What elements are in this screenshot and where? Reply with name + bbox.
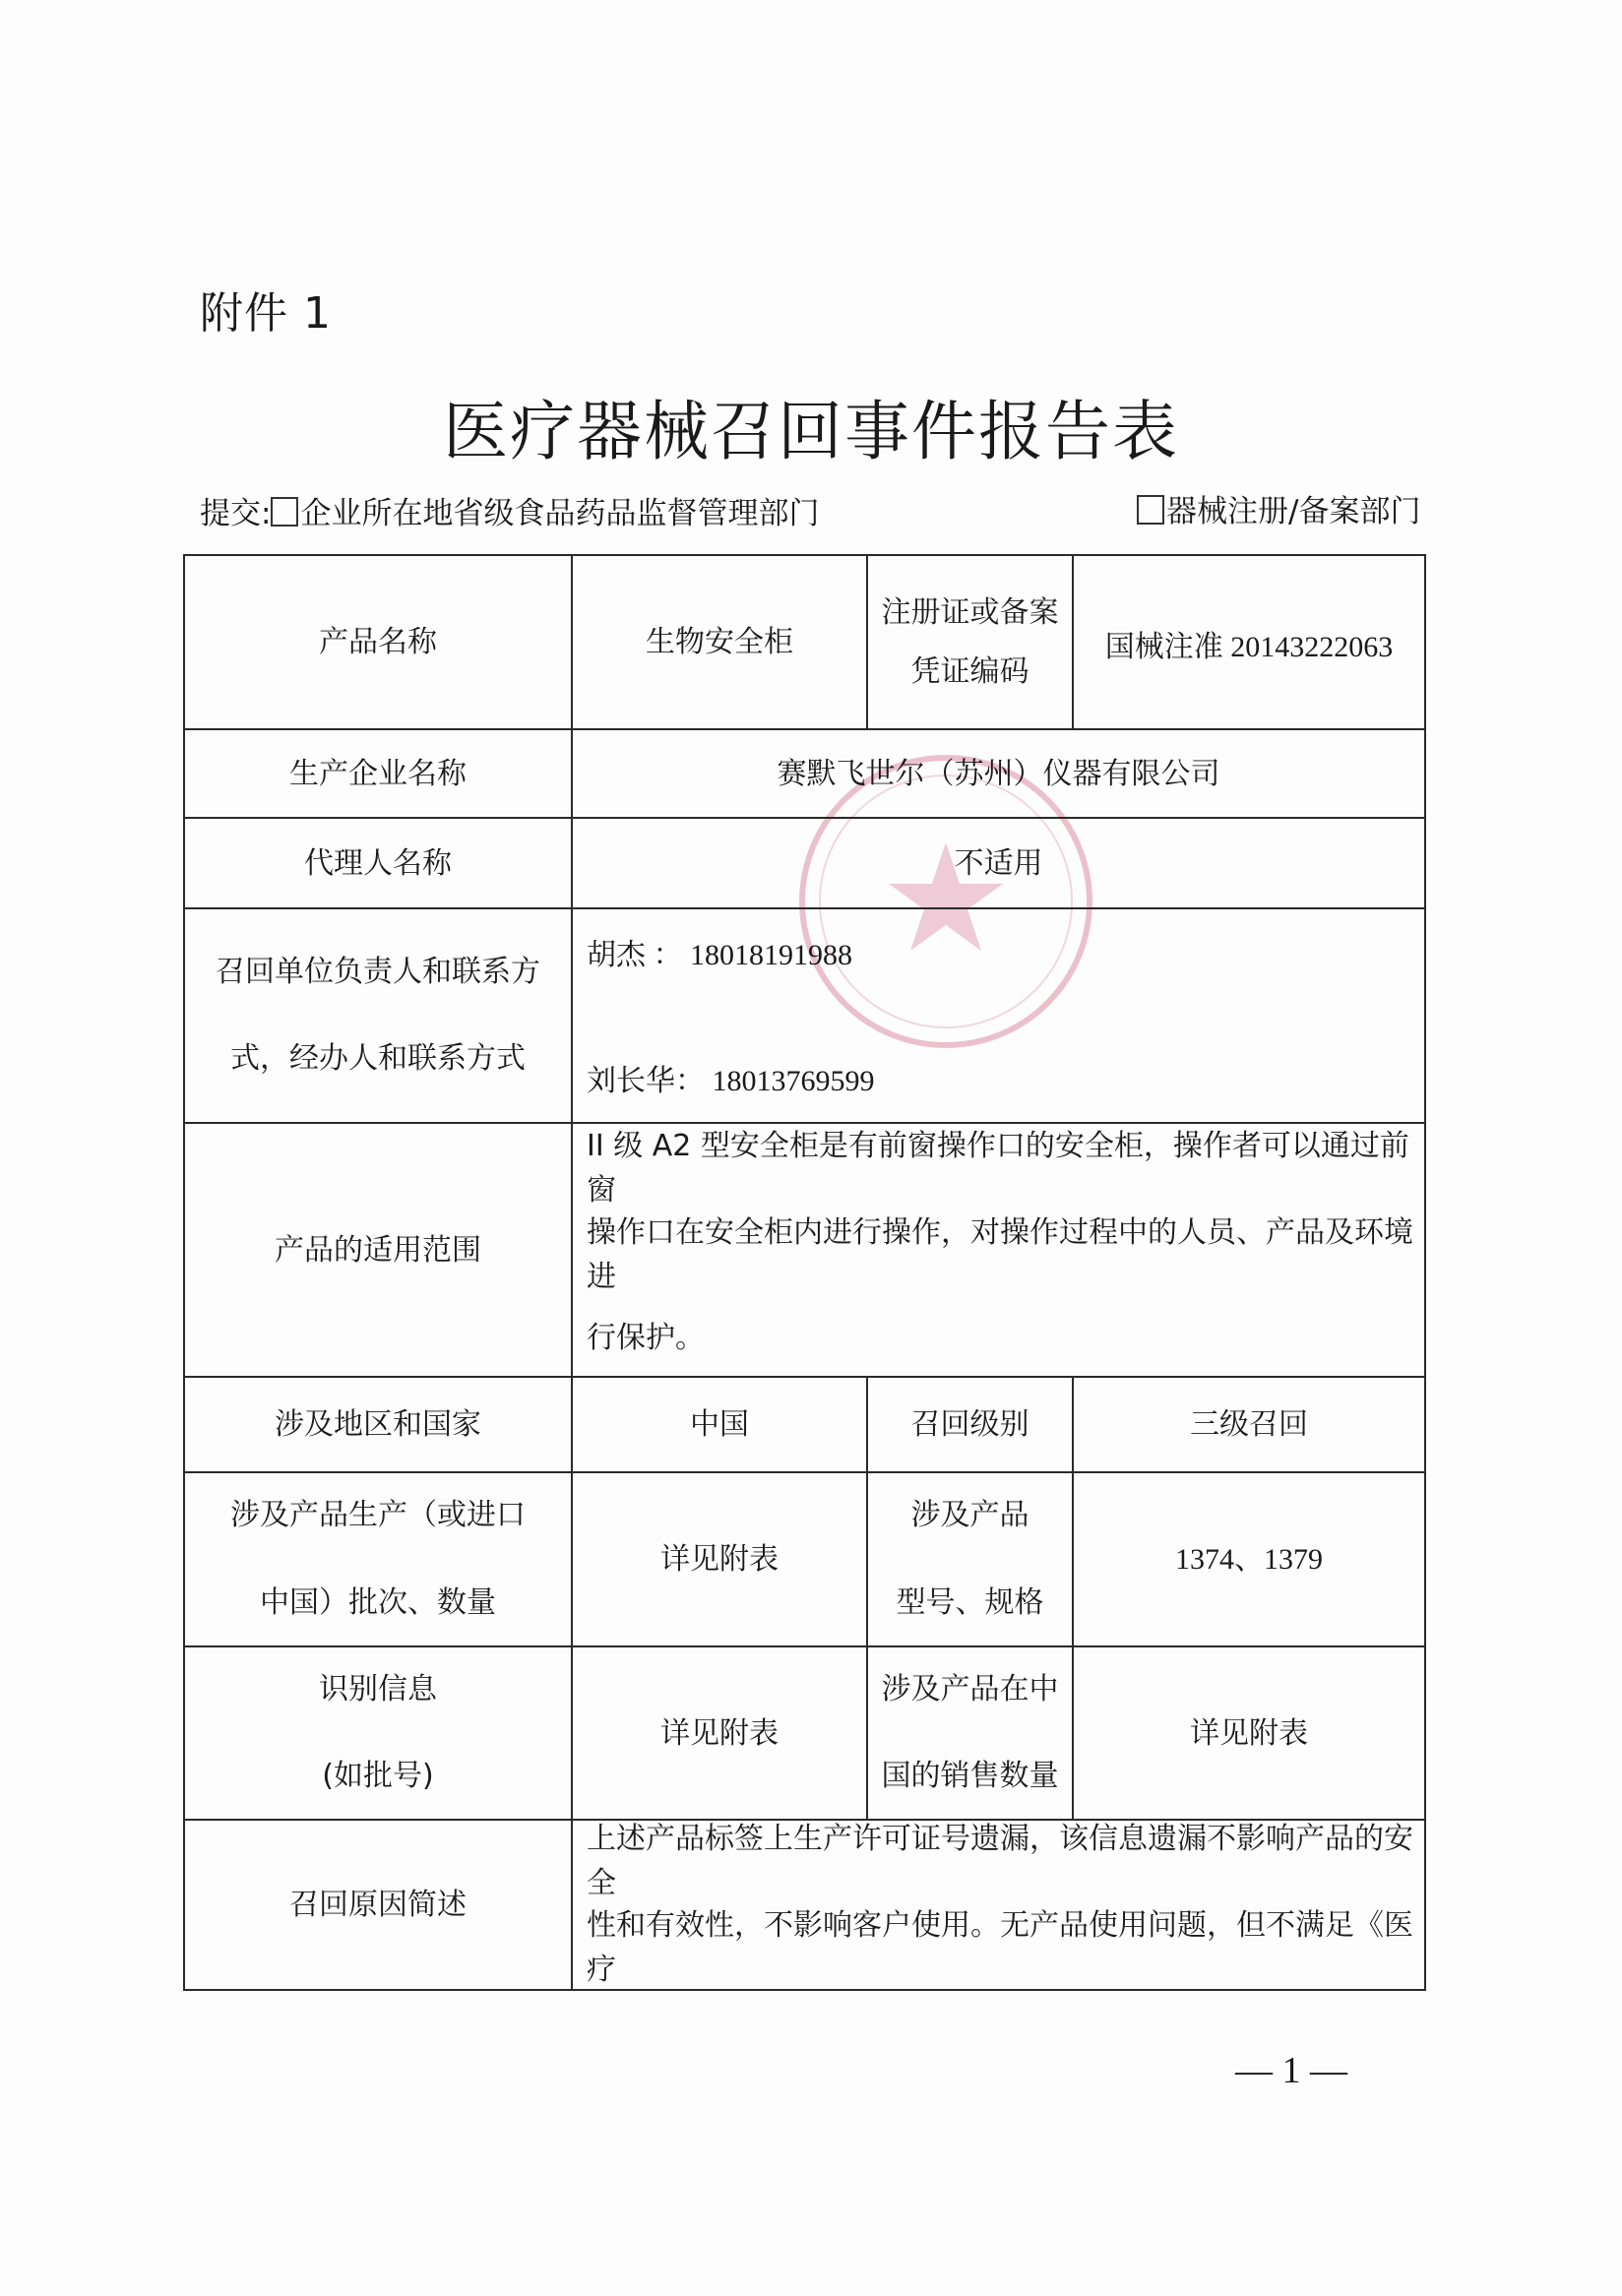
checkbox-province[interactable] bbox=[271, 497, 298, 527]
page-number: — 1 — bbox=[1235, 2050, 1347, 2091]
reason-label: 召回原因简述 bbox=[289, 1888, 467, 1922]
scope-line-1: II 级 A2 型安全柜是有前窗操作口的安全柜，操作者可以通过前窗 bbox=[587, 1129, 1409, 1208]
agent-label: 代理人名称 bbox=[304, 845, 452, 881]
reason-line-2: 性和有效性，不影响客户使用。无产品使用问题，但不满足《医疗 bbox=[587, 1908, 1413, 1987]
recall-level-value: 三级召回 bbox=[1190, 1407, 1308, 1442]
submit-prefix: 提交: bbox=[200, 496, 272, 531]
contact-label-line-1: 召回单位负责人和联系方 bbox=[216, 954, 540, 989]
sales-label bbox=[868, 1647, 1072, 1819]
contact-label bbox=[185, 909, 571, 1122]
contact-value-1: 胡杰 ： 18018191988 bbox=[587, 938, 852, 971]
model-label-line-2: 型号、规格 bbox=[896, 1584, 1044, 1620]
registration-value: 国械注准 20143222063 bbox=[1104, 631, 1394, 663]
reason-line-1: 上述产品标签上生产许可证号遗漏，该信息遗漏不影响产品的安全 bbox=[587, 1822, 1413, 1900]
scope-line-2: 操作口在安全柜内进行操作，对操作过程中的人员、产品及环境进 bbox=[587, 1215, 1413, 1294]
manufacturer-value: 赛默飞世尔（苏州）仪器有限公司 bbox=[777, 756, 1220, 791]
batch-value: 详见附表 bbox=[660, 1542, 779, 1577]
attachment-label: 附件 1 bbox=[200, 288, 332, 339]
contact-value-2: 刘长华： 18013769599 bbox=[587, 1064, 875, 1097]
registration-label-line-1: 注册证或备案 bbox=[881, 594, 1059, 630]
form-title: 医疗器械召回事件报告表 bbox=[443, 394, 1179, 469]
model-label bbox=[868, 1473, 1072, 1645]
id-value: 详见附表 bbox=[660, 1715, 779, 1751]
batch-label-line-1: 涉及产品生产（或进口 bbox=[230, 1498, 526, 1532]
submit-line-right bbox=[1137, 486, 1420, 530]
submit-option-province: 企业所在地省级食品药品监督管理部门 bbox=[300, 496, 820, 531]
sales-value: 详见附表 bbox=[1190, 1715, 1308, 1751]
product-name-value: 生物安全柜 bbox=[646, 625, 793, 659]
submit-line bbox=[200, 488, 819, 532]
batch-label-line-2: 中国）批次、数量 bbox=[260, 1584, 496, 1620]
agent-value: 不适用 bbox=[954, 845, 1043, 881]
scope-label: 产品的适用范围 bbox=[275, 1232, 481, 1268]
manufacturer-label: 生产企业名称 bbox=[289, 756, 467, 791]
id-label bbox=[185, 1647, 571, 1819]
contact-label-line-2: 式，经办人和联系方式 bbox=[230, 1041, 526, 1076]
id-label-line-1: 识别信息 bbox=[319, 1671, 437, 1706]
model-label-line-1: 涉及产品 bbox=[910, 1498, 1029, 1532]
id-label-line-2: (如批号) bbox=[322, 1759, 434, 1793]
sales-label-line-1: 涉及产品在中 bbox=[881, 1671, 1059, 1706]
product-name-label: 产品名称 bbox=[319, 625, 437, 659]
region-label: 涉及地区和国家 bbox=[275, 1407, 481, 1442]
model-value: 1374、1379 bbox=[1175, 1543, 1323, 1576]
submit-option-registration: 器械注册/备案部门 bbox=[1166, 494, 1421, 529]
scope-line-3: 行保护。 bbox=[587, 1320, 705, 1355]
table-border-right bbox=[1424, 554, 1426, 1991]
region-value: 中国 bbox=[690, 1407, 749, 1442]
registration-label bbox=[868, 556, 1072, 728]
recall-level-label: 召回级别 bbox=[910, 1407, 1029, 1442]
registration-label-line-2: 凭证编码 bbox=[910, 653, 1029, 689]
sales-label-line-2: 国的销售数量 bbox=[881, 1759, 1059, 1793]
batch-label bbox=[185, 1473, 571, 1645]
checkbox-registration-dept[interactable] bbox=[1137, 495, 1164, 525]
